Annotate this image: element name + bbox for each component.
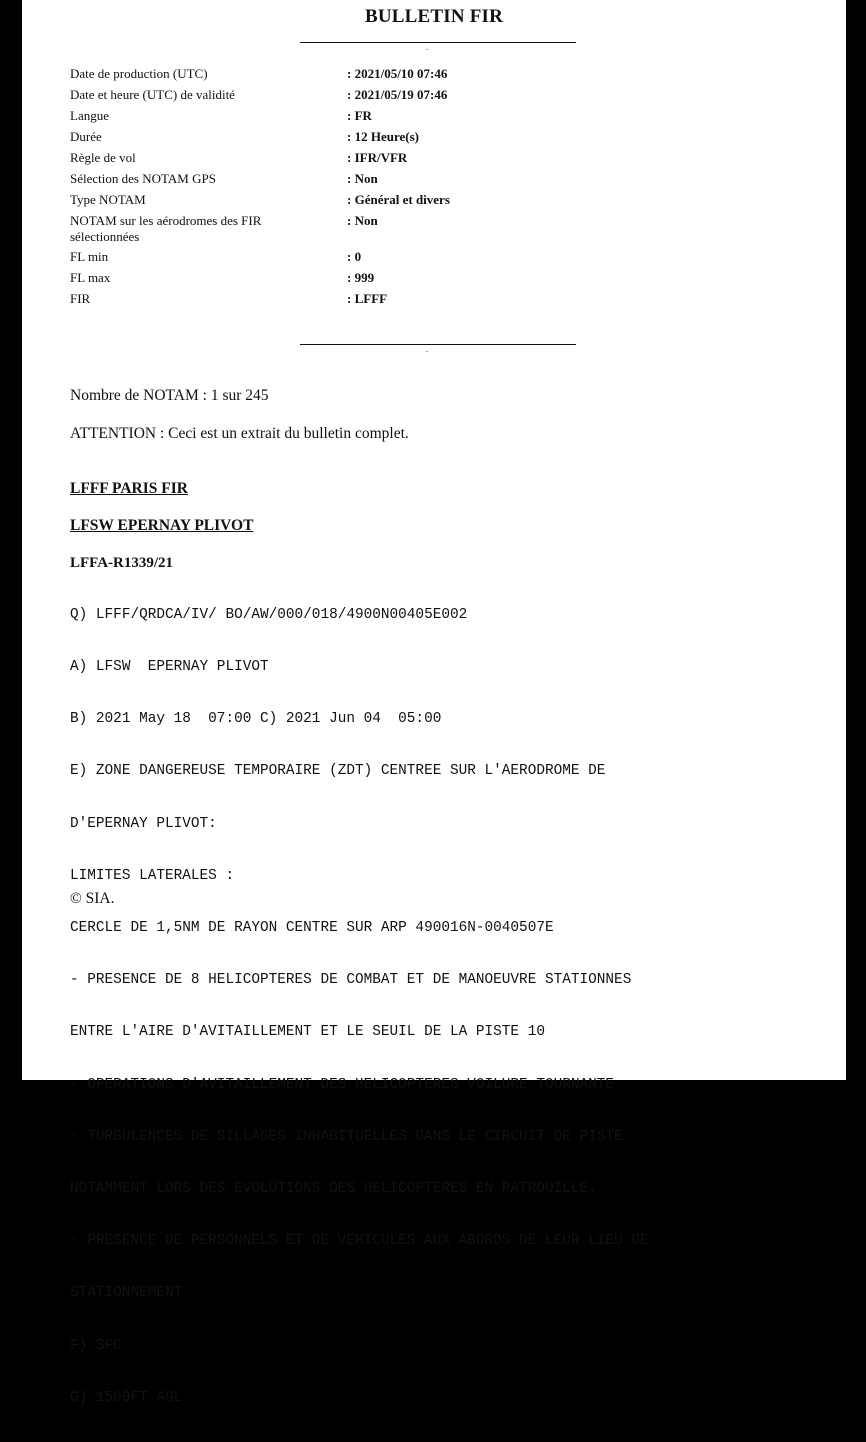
meta-value: : 12 Heure(s) [347,129,419,144]
page-title: BULLETIN FIR [364,6,504,27]
meta-label: Règle de vol [70,150,136,165]
meta-value: : 999 [347,270,375,285]
notam-line: - OPERATIONS D'AVITAILLEMENT DES HELICOPTERES VOILURE TOURNANTE [70,1076,615,1093]
notam-line: E) ZONE DANGEREUSE TEMPORAIRE (ZDT) CENTREE SUR L'AERODROME DE [70,763,606,780]
meta-label: FL max [70,270,111,285]
meta-value: : Non [347,171,378,186]
notam-line: ENTRE L'AIRE D'AVITAILLEMENT ET LE SEUIL DE LA PISTE 10 [70,1024,545,1041]
meta-label: NOTAM sur les aérodromes des FIR sélectionnées [70,213,262,244]
notam-line: - PRESENCE DE 8 HELICOPTERES DE COMBAT ET DE MANOEUVRE STATIONNES [70,972,632,989]
meta-row-flight-rule [70,150,570,171]
notam-line: - TURBULENCES DE SILLAGES INHABITUELLES DANS LE CIRCUIT DE PISTE [70,1128,623,1145]
meta-value: : Non [347,213,378,228]
meta-row-production-date [70,66,570,87]
meta-label: FIR [70,291,91,306]
meta-row-language [70,108,570,129]
meta-value: : 2021/05/10 07:46 [347,66,448,81]
bulletin-page [22,0,846,1406]
fir-heading: LFFF PARIS FIR [70,480,188,497]
meta-label: Date de production (UTC) [70,66,208,81]
notam-line: B) 2021 May 18 07:00 C) 2021 Jun 04 05:00 [70,711,442,728]
meta-value: : FR [347,108,372,123]
meta-row-fl-min [70,249,570,270]
meta-value: : 0 [347,249,362,264]
meta-value: : 2021/05/19 07:46 [347,87,448,102]
attention-note: ATTENTION : Ceci est un extrait du bulletin complet. [70,425,409,442]
meta-row-fir [70,291,570,312]
notam-line: D'EPERNAY PLIVOT: [70,815,217,832]
bottom-divider: . [300,344,576,345]
meta-label: Langue [70,108,109,123]
bulletin-parameters [70,66,570,312]
top-divider: . [300,42,576,43]
meta-label: Date et heure (UTC) de validité [70,87,235,102]
notam-line: Q) LFFF/QRDCA/IV/ BO/AW/000/018/4900N00405E002 [70,606,468,623]
notam-line: LIMITES LATERALES : [70,867,235,884]
meta-label: FL min [70,249,109,264]
copyright: © SIA. [70,890,115,907]
meta-row-gps-notam [70,171,570,192]
notam-id: LFFA-R1339/21 [70,555,174,571]
notam-line: STATIONNEMENT [70,1285,183,1302]
meta-row-validity [70,87,570,108]
meta-value: : IFR/VFR [347,150,408,165]
notam-line: G) 1500FT AGL [70,1389,183,1406]
notam-body [70,572,649,1442]
notam-line: NOTAMMENT LORS DES EVOLUTIONS DES HELICOPTERES EN PATROUILLE. [70,1181,597,1198]
meta-label: Durée [70,129,102,144]
notam-line: A) LFSW EPERNAY PLIVOT [70,659,269,676]
notam-count: Nombre de NOTAM : 1 sur 245 [70,387,269,404]
meta-row-fl-max [70,270,570,291]
meta-row-duration [70,129,570,150]
notam-line: - PRESENCE DE PERSONNELS ET DE VEHICULES AUX ABORDS DE LEUR LIEU DE [70,1233,649,1250]
meta-label: Type NOTAM [70,192,146,207]
meta-value: : LFFF [347,291,388,306]
notam-line: CERCLE DE 1,5NM DE RAYON CENTRE SUR ARP 490016N-0040507E [70,920,554,937]
meta-label: Sélection des NOTAM GPS [70,171,216,186]
aerodrome-heading: LFSW EPERNAY PLIVOT [70,517,254,534]
notam-line: F) SFC [70,1337,122,1354]
meta-value: : Général et divers [347,192,450,207]
meta-row-notam-type [70,192,570,213]
meta-row-aerodromes [70,213,570,249]
